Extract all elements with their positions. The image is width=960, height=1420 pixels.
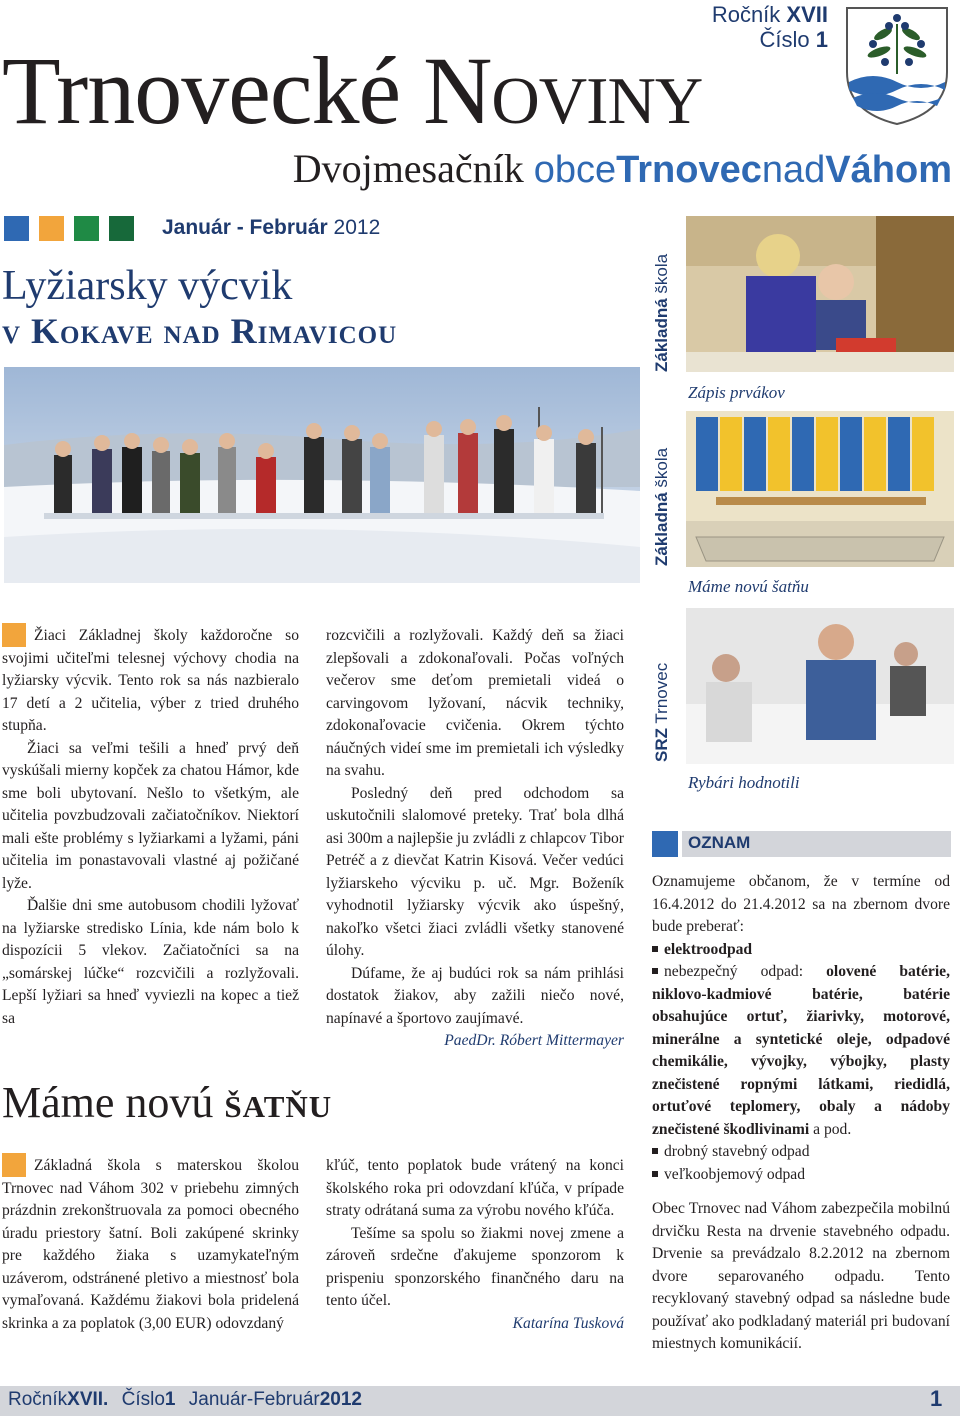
lead-column-1: Žiaci Základnej školy každoročne so svojimi učiteľmi telesnej výchovy chodia na lyžiarsky výcvik. Tento rok sa nás nazbieralo 17 detí a 2 učitelia, výber z tried druhého stupňa. Žiaci sa veľmi tešili a hneď prvý deň vyskúšali mierny kopček za chatou Hámor, kde sme boli ubytovaní. Nešlo to všetkým, ale učitelia povzbudzovali začiatočníkov. Niektorí mali ešte problémy s lyžiarkami a lyžami, páni učitelia im ponastavovali vlastné aj požičané lyže. Ďalšie dni sme autobusom chodili lyžovať na lyžiarske stredisko Línia, kde nám bolo k dispozícii 5 vlekov. Začiatočníci sa na „somárskej lúčke“ rozcvičili a rozlyžovali. Lepší lyžiari sa hneď vyviezli na kopec a tiež sa — [2, 625, 299, 1030]
lead-column-2: rozcvičili a rozlyžovali. Každý deň sa žiaci zlepšovali a zdokonaľovali. Počas voľných večerov sme deťom premietali videá o carvingovom lyžovaní, nácvik techniky, zdokonaľovacie cvičenia. Okrem týchto náučných videí sme im premietali ich výsledky na svahu. Posledný deň pred odchodom sa uskutočnili slalomové preteky. Trať bola dlhá asi 300m a najlepšie ju zvládli z chlapcov Tibor Petréč a z dievčat Katrin Kisová. Večer vedúci lyžiarskeho výcviku p. uč. Mgr. Boženík vyhodnotil lyžiarsky výcvik ako úspešný, nakoľko všetci žiaci zvládli všetky stanovené úlohy. Dúfame, že aj budúci rok sa nám prihlási dostatok žiakov, aby zažili niečo nové, napínavé a športovo zaujímavé. PaedDr. Róbert Mittermayer — [326, 625, 624, 1053]
oznam-item: nebezpečný odpad: olovené batérie, niklovo-kadmiové batérie, batérie obsahujúce ortuť, žiarivky, motorové, minerálne a syntetické oleje, odpadové chemikálie, vývojky, výbojky, plasty znečistené ropnými látkami, riedidlá, ortuťové teplomery, obaly a nádoby znečistené škodlivinami a pod. — [652, 961, 950, 1141]
satna-photo — [686, 411, 954, 567]
issue-date: Január - Február 2012 — [162, 216, 381, 239]
oznam-header — [652, 831, 951, 857]
oznam-item: elektroodpad — [652, 939, 950, 962]
zapis-prvakov-photo — [686, 216, 954, 372]
satna-heading: Máme novú šatňu — [2, 1078, 333, 1127]
orange-square-marker — [2, 623, 26, 647]
square-darkgreen — [109, 216, 134, 241]
caption-mame-novu-satnu: Máme novú šatňu — [688, 577, 809, 596]
caption-zapis-prvakov: Zápis prvákov — [688, 383, 785, 402]
satna-column-1: Základná škola s materskou školou Trnovec nad Váhom 302 v priebehu zimných prázdnin zrekonštruovala za pomoci obecného úradu priestory šatní. Boli zakúpené skrinky pre každého žiaka s uzamykateľným uzáverom, odstránené pletivo a miestnosť bola vymaľovaná. Každému žiakovi bola pridelená skrinka a za poplatok (3,00 EUR) odovzdaný — [2, 1155, 299, 1335]
caption-rybari-hodnotili: Rybári hodnotili — [688, 773, 800, 792]
square-orange — [39, 216, 64, 241]
orange-square-marker — [2, 1153, 26, 1177]
sidebar-tag-zakladna-skola-1: Základná škola — [652, 253, 671, 372]
masthead-title: Trnovecké Noviny — [2, 37, 703, 144]
ski-group-photo — [4, 367, 640, 583]
footer-page-number: 1 — [930, 1386, 943, 1411]
satna-column-2: kľúč, tento poplatok bude vrátený na konci školského roka pri odovzdaní kľúča, v prípade straty odrátaná suma za výrobu nového kľúča. Tešíme sa spolu so žiakmi novej zmene a zároveň srdečne ďakujeme sponzorom k prispeniu sponzorského finančného daru na tento účel. Katarína Tusková — [326, 1155, 624, 1335]
square-green — [74, 216, 99, 241]
oznam-label: OZNAM — [688, 833, 751, 852]
sidebar-tag-srz-trnovec: SRZ Trnovec — [652, 662, 671, 762]
oznam-square — [652, 831, 678, 857]
oznam-item: drobný stavebný odpad — [652, 1141, 950, 1164]
footer-issue: RočníkXVII. Číslo1 Január-Február2012 — [8, 1389, 362, 1410]
lead-signature: PaedDr. Róbert Mittermayer — [444, 1032, 624, 1049]
issue-info: Ročník XVII Číslo 1 — [711, 2, 828, 52]
sidebar-tag-zakladna-skola-2: Základná škola — [652, 447, 671, 566]
coat-of-arms-logo — [843, 4, 951, 126]
masthead-subtitle: Dvojmesačník obceTrnovecnadVáhom — [292, 146, 952, 191]
lead-heading: Lyžiarsky výcvik v Kokave nad Rimavicou — [2, 263, 398, 351]
satna-signature: Katarína Tusková — [512, 1314, 624, 1332]
oznam-body: Oznamujeme občanom, že v termíne od 16.4.2012 do 21.4.2012 sa na zbernom dvore bude preberať: elektroodpad nebezpečný odpad: olovené batérie, niklovo-kadmiové batérie, batérie obsahujúce ortuť, žiarivky, motorové, minerálne a syntetické oleje, odpadové chemikálie, vývojky, výbojky, plasty znečistené ropnými látkami, riedidlá, ortuťové teplomery, obaly a nádoby znečistené škodlivinami a pod. drobný stavebný odpad veľkoobjemový odpad Obec Trnovec nad Váhom zabezpečila mobilnú drvičku Resta na drvenie stavebného odpadu. Drvenie sa prevádzalo 8.2.2012 na zbernom dvore separovaného odpadu. Tento recyklovaný stavebný odpad sa následne bude používať ako podkladaný materiál pri budovaní miestnych komunikácií. — [652, 873, 950, 1352]
rybari-photo — [686, 608, 954, 764]
square-blue — [4, 216, 29, 241]
oznam-item: veľkoobjemový odpad — [652, 1164, 950, 1187]
